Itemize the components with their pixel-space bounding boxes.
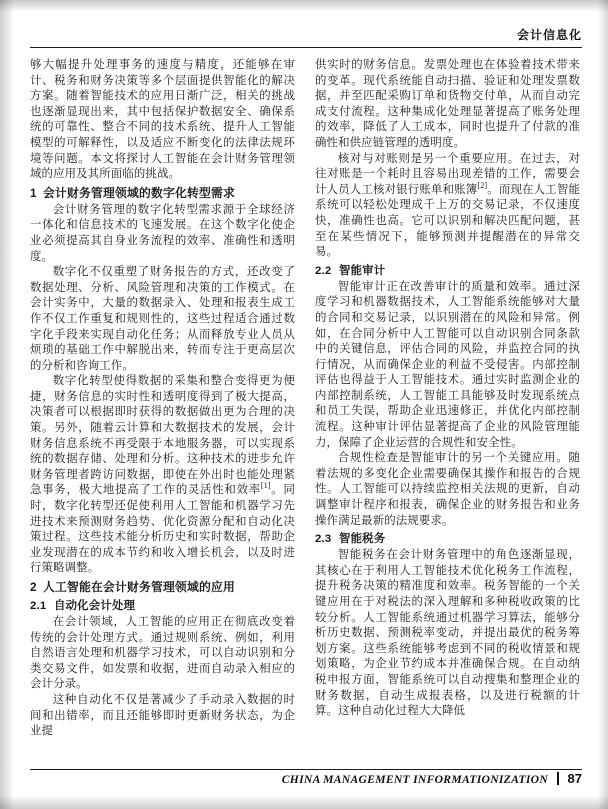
citation-ref-2: [2] <box>477 180 488 190</box>
heading-section-2-1 <box>30 598 295 614</box>
heading-2-1-text: 自动化会计处理 <box>54 600 136 612</box>
heading-section-2-3 <box>315 531 580 547</box>
footer-divider <box>30 769 582 770</box>
two-column-body <box>30 58 582 761</box>
heading-2-number: 2 <box>30 580 37 594</box>
paragraph-2-2-2: 合规性检查是智能审计的另一个关键应用。随着法规的多变化企业需要确保其操作和报告的合规性。人工智能可以持续监控相关法规的更新，自动调整审计程序和报表，确保企业的财务报告和业务操作满足最新的法规要求。 <box>315 452 580 527</box>
heading-1-number: 1 <box>30 185 37 200</box>
footer-separator-bar <box>557 772 559 785</box>
heading-section-2 <box>30 579 295 596</box>
paragraph-1-1: 会计财务管理的数字化转型需求源于全球经济一体化和信息技术的飞速发展。在这个数字化使企业必须提高其自身业务流程的效率、准确性和透明度。 <box>30 203 295 263</box>
heading-2-text: 人工智能在会计财务管理领域的应用 <box>43 580 235 594</box>
footer-journal-name: CHINA MANAGEMENT INFORMATIONIZATION <box>281 773 548 786</box>
heading-section-2-2 <box>315 263 580 279</box>
paragraph-2-2-1: 智能审计正在改善审计的质量和效率。通过深度学习和机器数据技术，人工智能系统能够对大量的合同和交易记录，以识别潜在的风险和异常。例如，在合同分析中人工智能可以自动识别合同条款中的关键信息，评估合同的风险，并监控合同的执行情况，从而确保企业的利益不受侵害。内部控制评估也得益于人工智能技术。通过实时监测企业的内部控制系统，人工智能工具能够及时发现系统点和员工失误，帮助企业迅速修正，并优化内部控制流程。这种审计评估显著提高了企业的风险管理能力，保障了企业运营的合规性和安全性。 <box>315 280 580 449</box>
paragraph-1-3-text: 数字化转型使得数据的采集和整合变得更为便捷，财务信息的实时性和透明度得到了极大提高，决策者可以根据即时获得的数据做出更为合理的决策。另外，随着云计算和大数据技术的发展，会计财务信息系统不再受限于本地服务器，可以实现系统的数据存储、处理和分析。这种技术的进步允许财务管理者跨访问数据，即使在外出时也能处理紧急事务，极大地提高了工作的灵活性和效率 <box>30 375 295 497</box>
paragraph-1-3 <box>30 374 295 577</box>
paragraph-2-1-2: 这种自动化不仅是著减少了手动录入数据的时间和出错率，而且还能够即时更新财务状态，为企业提 <box>30 693 295 738</box>
paragraph-right-top-3-text: 。而现在人工智能系统可以轻松处理成千上万的交易记录，不仅速度快，准确性也高。它可以识别和解决匹配问题，甚至在某些情况下，能够预测并提醒潜在的异常交易。 <box>315 183 580 259</box>
heading-1-text: 会计财务管理领域的数字化转型需求 <box>43 185 235 200</box>
heading-2-3-text: 智能税务 <box>339 533 386 546</box>
paragraph-intro-continued: 够大幅提升处理事务的速度与精度，还能够在审计、税务和财务决策等多个层面提供智能化的解决方案。随着智能技术的应用日渐广泛，相关的挑战也逐渐显现出来，其中包括保护数据安全、确保系统的可靠性、整合不同的技术系统、提升人工智能模型的可解释性，以及适应不断变化的法律法规环境等问题。本文将探讨人工智能在会计财务管理领域的应用及其所面临的挑战。 <box>30 59 295 181</box>
paragraph-2-1-1: 在会计领域，人工智能的应用正在彻底改变着传统的会计处理方式。通过规则系统、例如，利用自然语言处理和机器学习技术，可以自动识别和分类交易文件，如发票和收据，进而自动录入相应的会计分录。 <box>30 616 295 691</box>
paragraph-1-4-text: 。同时，数字化转型还促使利用人工智能和机器学习先进技术来预测财务趋势、优化资源分配和自动化决策过程。这些技术能分析历史和实时数据，帮助企业发现潜在的成本节约和收入增长机会，以及时进行策略调整。 <box>30 484 295 575</box>
left-column <box>30 58 295 761</box>
citation-ref-1: [1] <box>260 481 271 491</box>
page-footer <box>30 769 582 791</box>
paragraph-2-3-1: 智能税务在会计财务管理中的角色逐渐显现，其核心在于利用人工智能技术优化税务工作流程，提升税务决策的精准度和效率。税务智能的一个关键应用在于对税法的深入理解和多种税收政策的比较分析。人工智能系统通过机器学习算法，能够分析历史数据、预测税率变动，并提出最优的税务筹划方案。这些系统能够考虑到不同的税收情景和规划策略，为企业节约成本并准确保合规。在自动纳税申报方面，智能系统可以自动搜集和整理企业的财务数据，自动生成报表格，以及进行税额的计算。这种自动化过程大大降低 <box>315 549 580 718</box>
heading-2-2-text: 智能审计 <box>339 264 386 277</box>
paragraph-right-top-2 <box>315 152 580 261</box>
heading-section-1 <box>30 185 295 202</box>
page-top-shadow <box>0 0 608 12</box>
paragraph-right-top-2-text: 核对与对账则是另一个重要应用。在过去，对往对账是一个耗时且容易出现差错的工作，需要会计人员人工核对银行账单和账簿 <box>315 152 580 196</box>
heading-2-2-number: 2.2 <box>315 264 332 277</box>
page-bottom-shadow <box>0 795 608 809</box>
right-column <box>315 58 580 761</box>
header-divider <box>30 47 582 48</box>
header-section-title: 会计信息化 <box>516 28 582 42</box>
paragraph-right-top-1: 供实时的财务信息。发票处理也在体验着技术带来的变革。现代系统能自动扫描、验证和处理发票数据，并至匹配采购订单和货物交付单，从而自动完成支付流程。这种集成化处理显著提高了账务处理的效率，降低了人工成本，同时也提升了付款的准确性和供应链管理的透明度。 <box>315 59 580 149</box>
heading-2-1-number: 2.1 <box>30 600 47 612</box>
page-header <box>30 26 582 52</box>
footer-page-number: 87 <box>567 771 582 786</box>
heading-2-3-number: 2.3 <box>315 533 332 546</box>
paragraph-1-2: 数字化不仅重塑了财务报告的方式，还改变了数据处理、分析、风险管理和决策的工作模式。在会计实务中，大量的数据录入、处理和报表生成工作不仅工作重复和规则性的，这些过程适合通过数字化手段来实现自动化任务；从而释放专业人员从烦琐的基础工作中解脱出来，转而专注于更高层次的分析和咨询工作。 <box>30 266 295 372</box>
